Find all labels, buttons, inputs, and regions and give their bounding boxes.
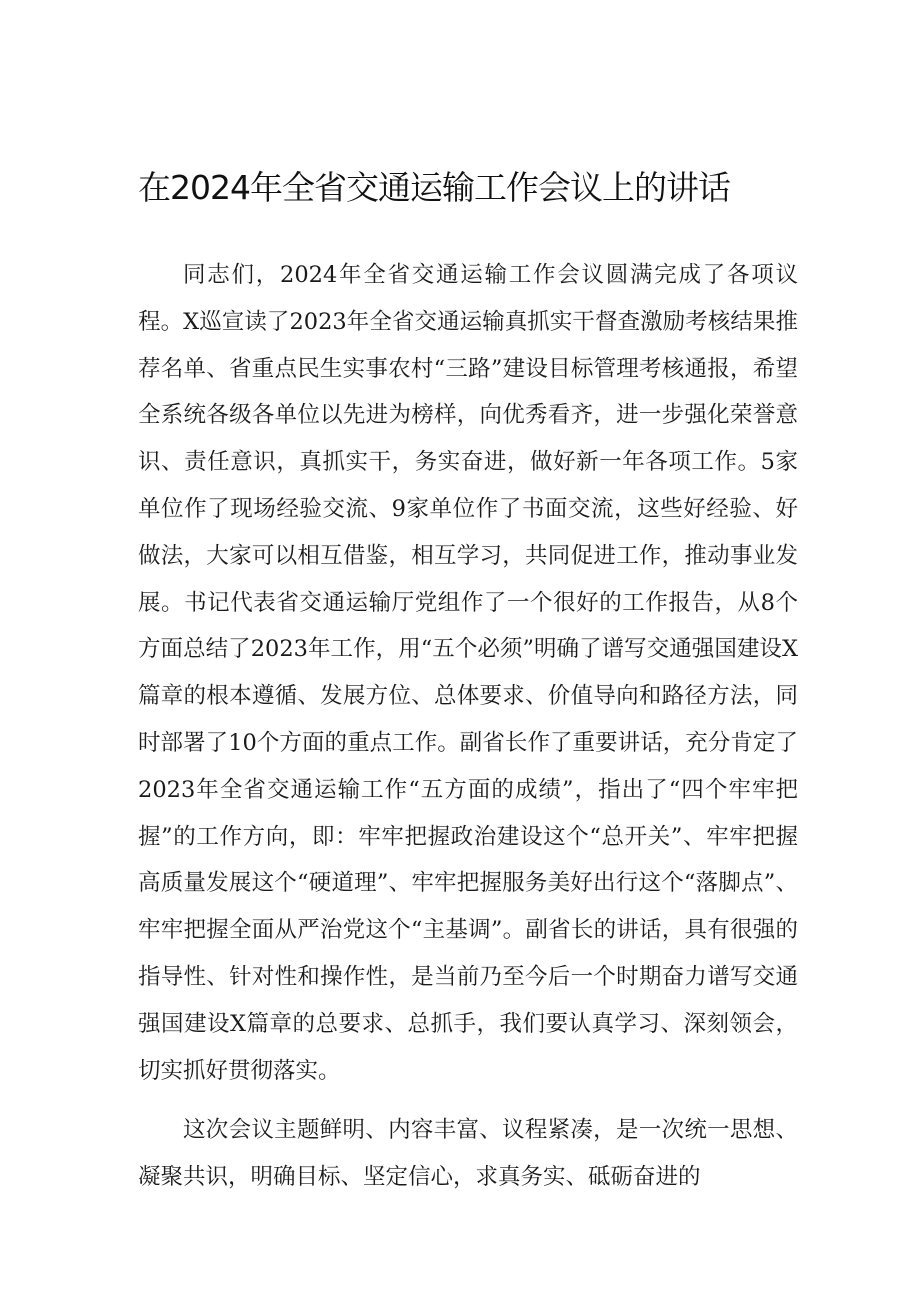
- document-body: [138, 252, 798, 1214]
- document-title: 在2024年全省交通运输工作会议上的讲话: [138, 168, 730, 207]
- paragraph-1: 同志们，2024年全省交通运输工作会议圆满完成了各项议程。X巡宣读了2023年全省交通运输真抓实干督查激励考核结果推荐名单、省重点民生实事农村“三路”建设目标管理考核通报，希望全系统各级各单位以先进为榜样，向优秀看齐，进一步强化荣誉意识、责任意识，真抓实干，务实奋进，做好新一年各项工作。5家单位作了现场经验交流、9家单位作了书面交流，这些好经验、好做法，大家可以相互借鉴，相互学习，共同促进工作，推动事业发展。书记代表省交通运输厅党组作了一个很好的工作报告，从8个方面总结了2023年工作，用“五个必须”明确了谱写交通强国建设X篇章的根本遵循、发展方位、总体要求、价值导向和路径方法，同时部署了10个方面的重点工作。副省长作了重要讲话，充分肯定了2023年全省交通运输工作“五方面的成绩”，指出了“四个牢牢把握”的工作方向，即：牢牢把握政治建设这个“总开关”、牢牢把握高质量发展这个“硬道理”、牢牢把握服务美好出行这个“落脚点”、牢牢把握全面从严治党这个“主基调”。副省长的讲话，具有很强的指导性、针对性和操作性，是当前乃至今后一个时期奋力谱写交通强国建设X篇章的总要求、总抓手，我们要认真学习、深刻领会，切实抓好贯彻落实。: [138, 262, 798, 1084]
- paragraph-2: 这次会议主题鲜明、内容丰富、议程紧凑，是一次统一思想、凝聚共识，明确目标、坚定信心，求真务实、砥砺奋进的: [138, 1117, 798, 1191]
